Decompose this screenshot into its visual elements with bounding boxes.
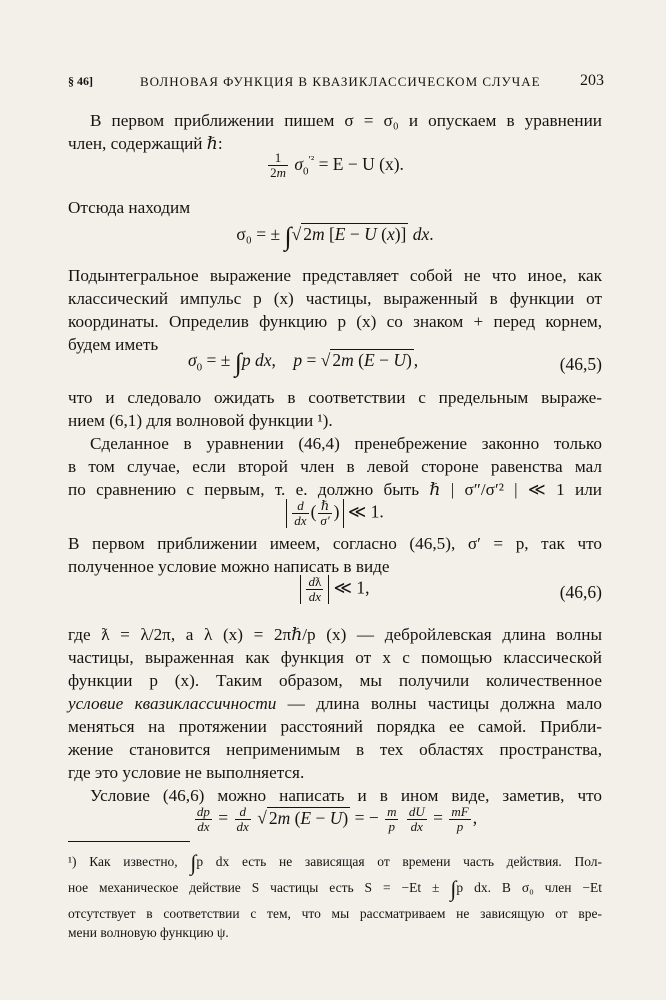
footnote-line: отсутствует в соответствии с тем, что мы рассматриваем не зависящую от вре- (68, 906, 602, 921)
text-line: частицы, выраженная как функция от x с помощью классической (68, 648, 602, 667)
text-line: будем иметь (68, 335, 159, 354)
text-span: ¹) Как известно, (68, 854, 178, 869)
text-span: — длина волны частицы должна мало (287, 694, 602, 713)
equation-6: $\frac{dp}{dx}$ = $\frac{d}{dx}$ √ 2m (E − U) = − $\frac{m}{p}$ $\frac{dU}{dx}$ = $\frac{mF}{p}$ , (196, 804, 478, 834)
equation-2-lhs: σ₀ = ± (236, 224, 281, 244)
text-line: Подынтегральное выражение представляет собой не что иное, как (68, 266, 602, 285)
equation-number: (46,6) (559, 582, 602, 602)
running-title: ВОЛНОВАЯ ФУНКЦИЯ В КВАЗИКЛАССИЧЕСКОМ СЛУЧАЕ (140, 74, 541, 89)
text-line: где это условие не выполняется. (68, 763, 305, 782)
text-line: нием (6,1) для волновой функции ¹). (68, 411, 333, 430)
footnote-line: ное механическое действие S частицы есть S = −Et ± ∫p dx. В σ₀ член −Et (68, 876, 602, 901)
text-line: координаты. Определив функцию p (x) со знаком + перед корнем, (68, 312, 602, 331)
text-line: Условие (46,6) можно написать и в ином виде, заметив, что (90, 786, 602, 805)
text-line: член, содержащий ℏ: (68, 134, 223, 153)
text-line: по сравнению с первым, т. е. должно быть ℏ | σ″/σ′² | ≪ 1 или (68, 480, 602, 499)
italic-term: условие квазиклассичности (68, 694, 277, 713)
section-ref: § 46] (68, 74, 93, 88)
text-line: Сделанное в уравнении (46,4) пренебрежение законно только (90, 434, 602, 453)
text-line: В первом приближении имеем, согласно (46,5), σ′ = p, так что (68, 534, 602, 553)
text-line: в том случае, если второй член в левой стороне равенства мал (68, 457, 602, 476)
text-line: где ƛ = λ/2π, а λ (x) = 2πℏ/p (x) — дебройлевская длина волны (68, 625, 602, 644)
footnote-line: ¹) Как известно, ∫p dx есть не зависящая от времени часть действия. Пол- (68, 850, 603, 875)
equation-2: σ₀ = ± ∫√ 2m [E − U (x)] dx. (236, 222, 434, 251)
text-line: Отсюда находим (68, 198, 191, 217)
footnote-line: мени волновую функцию ψ. (68, 925, 229, 940)
text-line (68, 692, 602, 715)
text-line: классический импульс p (x) частицы, выраженный в функции от (68, 289, 602, 308)
text-line: жение становится неприменимым в тех областях пространства, (68, 740, 602, 759)
page-number: 203 (580, 72, 604, 89)
text-span: p dx есть не зависящая от времени часть действия. Пол- (196, 854, 603, 869)
text-line: функции p (x). Таким образом, мы получили количественное (68, 671, 602, 690)
text-span: ное механическое действие S частицы есть S = −Et ± (68, 880, 440, 895)
footnote-rule (68, 841, 190, 842)
text-line: В первом приближении пишем σ = σ₀ и опускаем в уравнении (90, 111, 602, 130)
equation-5: $\frac{dƛ}{dx}$ ≪ 1, (46,6) (68, 575, 602, 613)
equation-1-rhs: = E − U (x). (318, 154, 404, 174)
text-line: полученное условие можно написать в виде (68, 557, 390, 576)
equation-4: $\frac{d}{dx}$ ( $\frac{\text{ℏ}}{\sigma'}$ ) ≪ 1. (68, 499, 602, 537)
equation-1: $\frac{1}{2m}$ $\sigma_0^{'^2} = E - U$ (x). (270, 150, 404, 180)
text-span: p dx. В σ₀ член −Et (456, 880, 602, 895)
equation-3: $\sigma_0$ = ± ∫p dx, p = √ 2m (E − U) , (46,5) (188, 348, 602, 377)
text-line: что и следовало ожидать в соответствии с предельным выраже- (68, 388, 602, 407)
equation-number: (46,5) (559, 354, 602, 374)
text-line: меняться на протяжении расстояний порядка ее самой. Прибли- (68, 717, 602, 736)
